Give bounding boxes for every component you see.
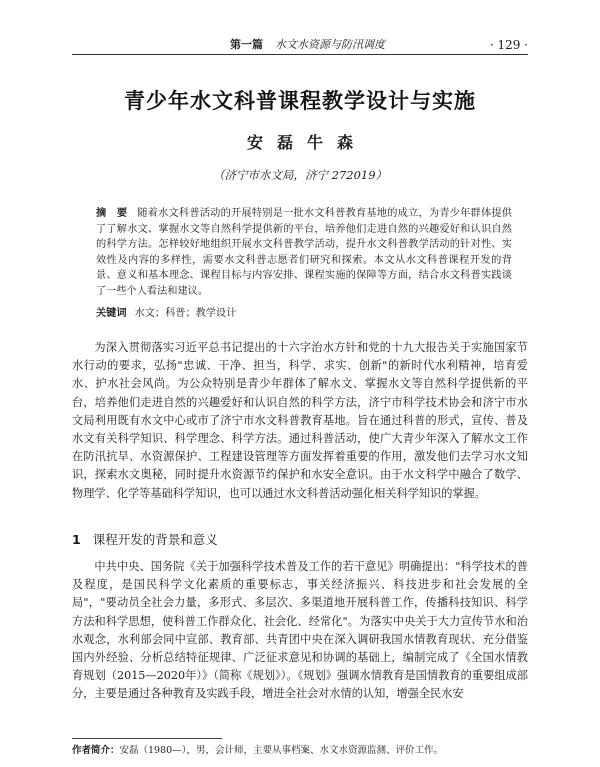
keywords-label: 关键词	[96, 308, 127, 319]
page-number: · 129 ·	[489, 38, 528, 52]
footnote-text: 安磊（1980—），男，会计师，主要从事档案、水文水资源监测、评价工作。	[119, 745, 443, 756]
affiliation: （济宁市水文局，济宁 272019）	[212, 168, 388, 182]
paper-title: 青少年水文科普课程教学设计与实施	[124, 89, 476, 113]
section-number: 1	[72, 532, 81, 547]
running-header	[72, 30, 528, 55]
intro-paragraph: 为深入贯彻落实习近平总书记提出的十六字治水方针和党的十九大报告关于实施国家节水行动的要求，弘扬"忠诚、干净、担当，科学、求实、创新"的新时代水利精神，培育爱水、护水社会风尚。为公众特别是青少年群体了解水文、掌握水文等自然科学提供新的平台，培养他们走进自然的兴趣爱好和认识自然的科学方法，济宁市科学技术协会和济宁市水文局利用既有水文中心或市了济宁市水文科普教育基地。旨在通过科普的形式，宣传、普及水文有关科学知识、科学理念、科学方法。通过科普活动，使广大青少年深入了解水文工作在防汛抗旱、水资源保护、工程建设管理等方面发挥着重要的作用，激发他们去学习水文知识，探索水文奥秘，同时提升水资源节约保护和水安全意识。由于水文科学中融合了数学、物理学、化学等基础科学知识，也可以通过水文科普活动强化相关科学知识的掌握。	[72, 341, 528, 500]
header-part: 第一篇	[230, 38, 263, 51]
section-title: 课程开发的背景和意义	[92, 532, 218, 547]
author-names: 安磊牛森	[246, 133, 367, 152]
section-paragraph: 中共中央、国务院《关于加强科学技术普及工作的若干意见》明确提出："科学技术的普及程度，是国民科学文化素质的重要标志，事关经济振兴、科技进步和社会发展的全局"，"要动员全社会力量，多形式、多层次、多渠道地开展科普工作，传播科技知识、科学方法和科学思想，使科普工作群众化、社会化、经常化"。为落实中央关于大力宣传节水和治水观念，水利部会同中宣部、教育部、共青团中央在深入调研我国水情教育现状、充分借鉴国内外经验、分析总结特征规律、广泛征求意见和协调的基础上，编制完成了《全国水情教育规划（2015—2020年）》（简称《规划》）。《规划》强调水情教育是国情教育的重要组成部分，主要是通过各种教育及实践手段，增进全社会对水情的认知，增强全民水安	[72, 560, 528, 701]
footnote-divider	[72, 738, 222, 739]
footnote	[72, 742, 443, 756]
abstract	[96, 206, 512, 300]
section-heading	[72, 530, 218, 548]
keywords-text: 水文；科普；教学设计	[134, 308, 237, 319]
abstract-text: 随着水文科普活动的开展特别是一批水文科普教育基地的成立，为青少年群体提供了了解水文、掌握水文等自然科学提供新的平台，培养他们走进自然的兴趣爱好和认识自然的科学方法。怎样较好地组织开展水文科普教学活动，提升水文科普教学活动的针对性、实效性及内容的多样性，需要水文科普志愿者们研究和探索。本文从水文科普课程开发的背景、意义和基本理念、课程目标与内容安排、课程实施的保障等方面，结合水文科普实践谈了一些个人看法和建议。	[96, 208, 512, 297]
keywords	[96, 306, 512, 321]
footnote-label: 作者简介：	[72, 745, 120, 756]
abstract-label: 摘 要	[96, 208, 128, 219]
header-section: 水文水资源与防汛调度	[275, 38, 385, 51]
